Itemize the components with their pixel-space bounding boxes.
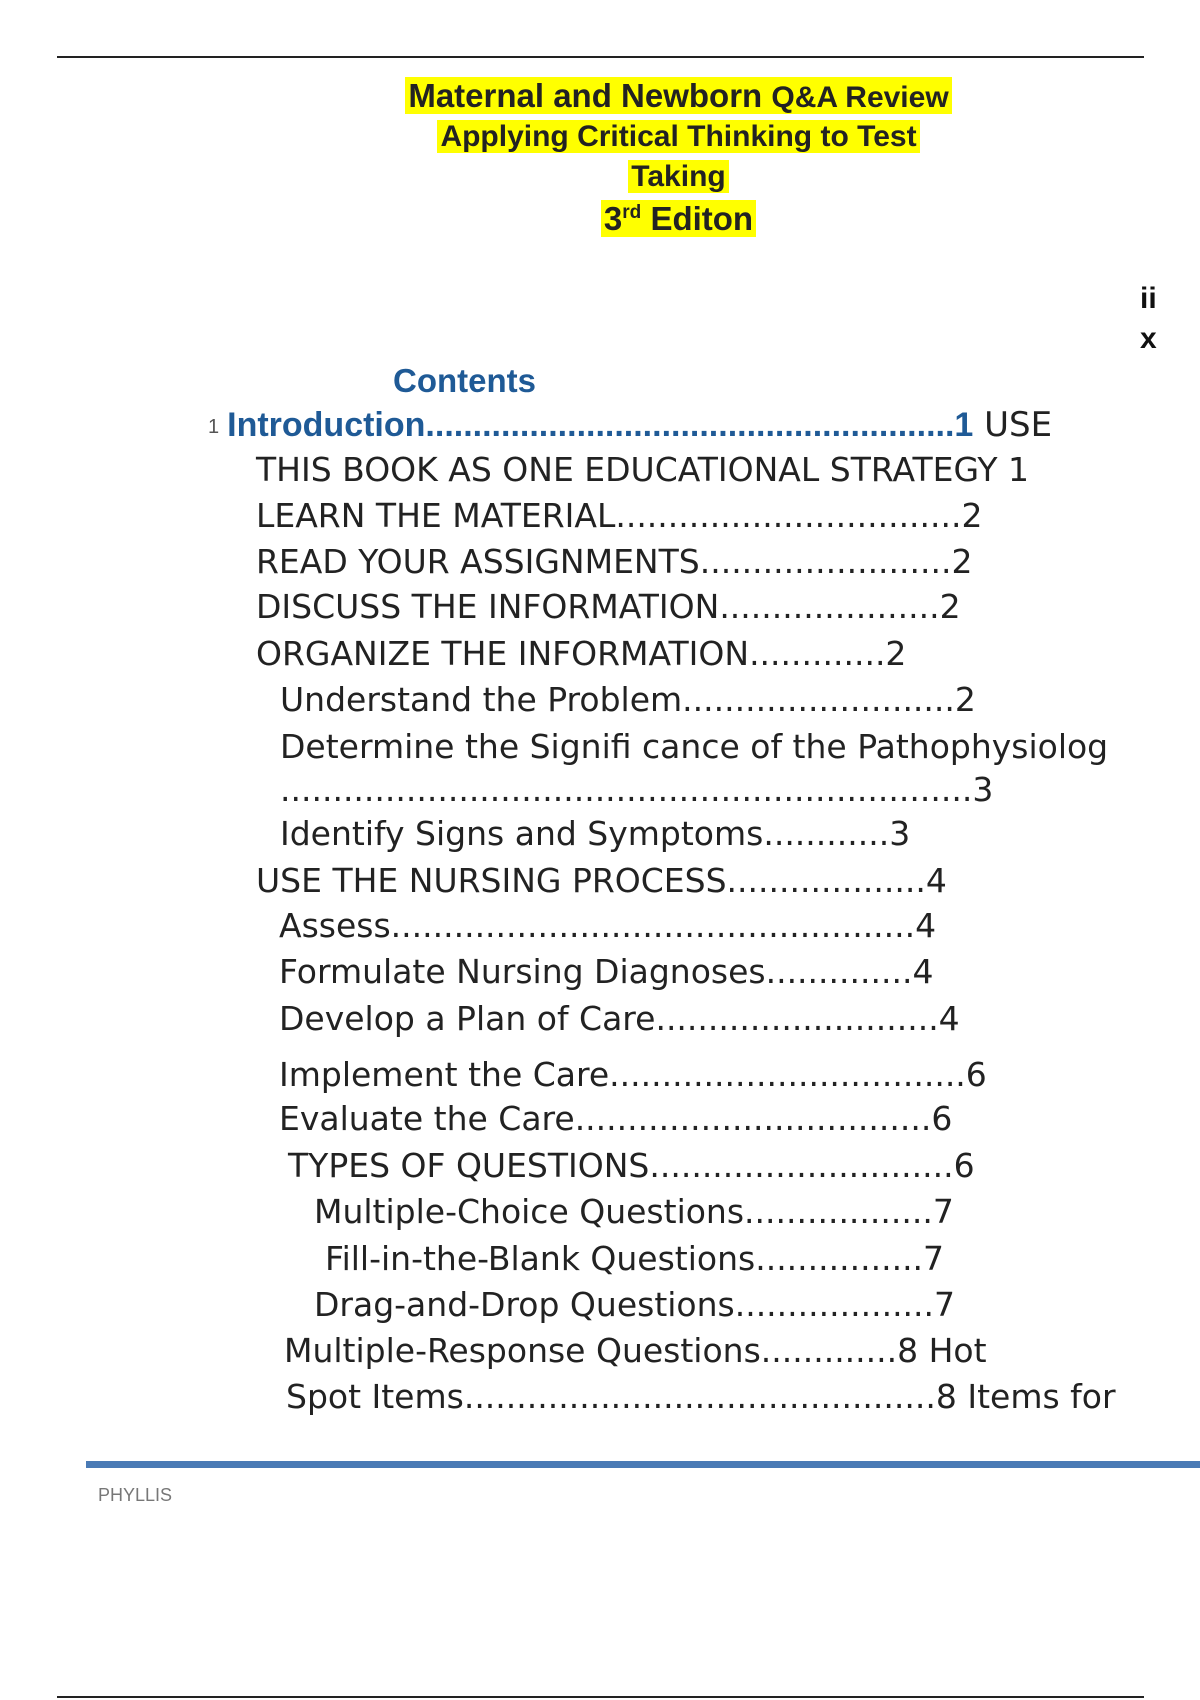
toc-entry-organize-the-information[interactable]: ORGANIZE THE INFORMATION.............2 [256, 634, 907, 673]
book-title: Maternal and Newborn Q&A Review [0, 76, 1200, 118]
footer-author: PHYLLIS [98, 1485, 173, 1505]
toc-entry-implement-care[interactable]: Implement the Care..................................6 [279, 1055, 987, 1094]
toc-entry-evaluate-care[interactable]: Evaluate the Care..................................6 [279, 1099, 953, 1138]
page-number-roman-1: ii [1140, 282, 1157, 315]
toc-entry-fill-in-the-blank[interactable]: Fill-in-the-Blank Questions................7 [325, 1239, 945, 1278]
toc-entry-multiple-response[interactable]: Multiple-Response Questions.............8 Hot [284, 1331, 987, 1370]
edition-label: 3rd Editon [0, 198, 1200, 240]
bottom-rule [57, 1696, 1144, 1698]
toc-entry-formulate-diagnoses[interactable]: Formulate Nursing Diagnoses..............4 [279, 952, 934, 991]
toc-entry-drag-and-drop[interactable]: Drag-and-Drop Questions...................7 [314, 1285, 956, 1324]
contents-heading: Contents [393, 362, 536, 399]
toc-entry-read-your-assignments[interactable]: READ YOUR ASSIGNMENTS........................2 [256, 542, 973, 581]
book-subtitle-line-1: Applying Critical Thinking to Test [0, 118, 1200, 156]
page-number-roman-2: x [1140, 322, 1157, 355]
toc-entry-spot-items[interactable]: Spot Items.............................................8 Items for [286, 1377, 1116, 1416]
toc-entry-types-of-questions[interactable]: TYPES OF QUESTIONS.............................6 [288, 1146, 975, 1185]
toc-entry-discuss-the-information[interactable]: DISCUSS THE INFORMATION.....................2 [256, 587, 961, 626]
toc-entry-develop-plan[interactable]: Develop a Plan of Care...........................4 [279, 999, 960, 1038]
book-subtitle-line-2: Taking [0, 158, 1200, 196]
top-rule [57, 56, 1144, 58]
toc-entry-learn-the-material[interactable]: LEARN THE MATERIAL.................................2 [256, 496, 983, 535]
toc-entry-number: 1 [208, 416, 220, 438]
toc-line[interactable]: THIS BOOK AS ONE EDUCATIONAL STRATEGY 1 [256, 450, 1030, 489]
toc-entry-determine-significance[interactable]: Determine the Signifi cance of the Pathophysiolog [280, 727, 1109, 766]
footer-rule [86, 1461, 1200, 1468]
toc-entry-leader-continuation[interactable]: ..................................................................3 [280, 770, 994, 809]
toc-entry-introduction[interactable]: 1 Introduction........................................................1 USE [208, 405, 1053, 445]
toc-entry-multiple-choice[interactable]: Multiple-Choice Questions..................7 [314, 1192, 954, 1231]
toc-entry-use-nursing-process[interactable]: USE THE NURSING PROCESS...................4 [256, 861, 947, 900]
toc-entry-understand-the-problem[interactable]: Understand the Problem..........................2 [280, 680, 976, 719]
toc-entry-identify-signs[interactable]: Identify Signs and Symptoms............3 [280, 814, 911, 853]
toc-entry-assess[interactable]: Assess..................................................4 [279, 906, 937, 945]
